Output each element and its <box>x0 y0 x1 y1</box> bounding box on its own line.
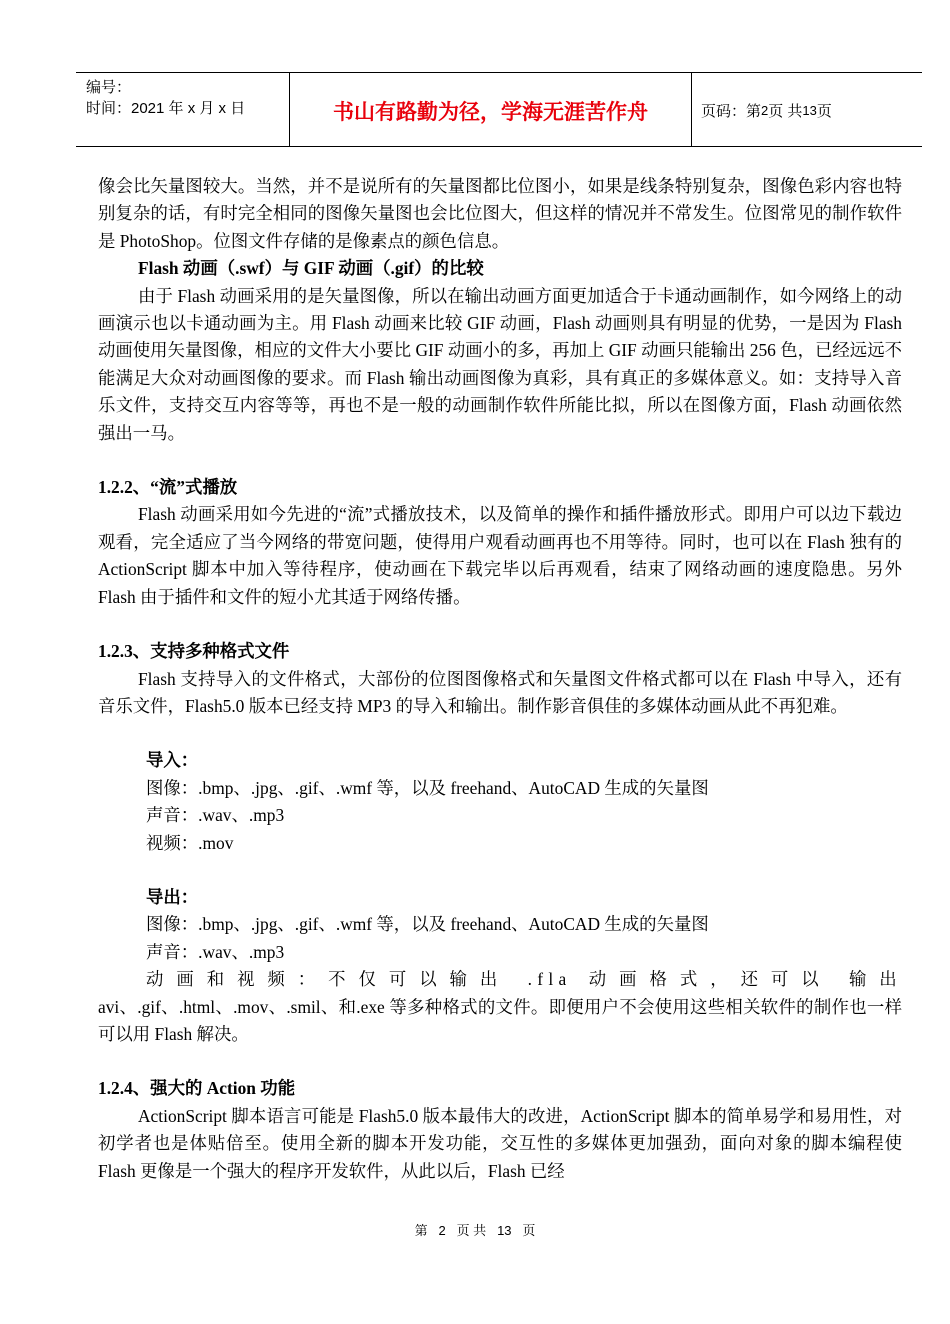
export-image-line: 图像：.bmp、.jpg、.gif、.wmf 等，以及 freehand、AutoCAD 生成的矢量图 <box>146 914 709 935</box>
export-av-line: 动画和视频：不仅可以输出 .fla 动画格式，还可以 输出 <box>146 969 902 990</box>
document-time-label: 时间：2021 年 x 月 x 日 <box>86 100 246 117</box>
section-heading-formats: 1.2.3、支持多种格式文件 <box>98 641 290 662</box>
section-heading-action: 1.2.4、强大的 Action 功能 <box>98 1078 296 1099</box>
export-label: 导出： <box>146 886 199 907</box>
import-label: 导入： <box>146 750 199 771</box>
paragraph-formats: Flash 支持导入的文件格式，大部份的位图图像格式和矢量图文件格式都可以在 Flash 中导入，还有音乐文件，Flash5.0 版本已经支持 MP3 的导入和输出。制作影音俱佳的多媒体动画从此不再犯难。 <box>98 668 902 716</box>
export-list <box>98 884 902 966</box>
page-footer <box>0 1220 950 1239</box>
footer-total: 13 <box>497 1223 512 1238</box>
export-av-continuation: avi、.gif、.html、.mov、.smil、和.exe 等多种格式的文件。即便用户不会使用这些相关软件的制作也一样可以用 Flash 解决。 <box>98 996 902 1044</box>
import-video-line: 视频：.mov <box>146 832 234 853</box>
header-page-end: 页 <box>816 103 832 120</box>
paragraph-action: ActionScript 脚本语言可能是 Flash5.0 版本最伟大的改进，ActionScript 脚本的简单易学和易用性，对初学者也是体贴倍至。使用全新的脚本开发功能，交互性的多媒体更加强劲，面向对象的脚本编程使 Flash 更像是一个强大的程序开发软件，从此以后，Flash 已经 <box>98 1105 902 1181</box>
heading-flash-vs-gif: Flash 动画（.swf）与 GIF 动画（.gif）的比较 <box>138 258 484 279</box>
import-sound-line: 声音：.wav、.mp3 <box>146 805 285 826</box>
footer-page-number: 2 <box>438 1223 446 1238</box>
header-page-mid: 页 共 <box>768 103 803 120</box>
import-image-line: 图像：.bmp、.jpg、.gif、.wmf 等，以及 freehand、AutoCAD 生成的矢量图 <box>146 777 709 798</box>
page-body <box>98 173 902 1185</box>
export-sound-line: 声音：.wav、.mp3 <box>146 941 285 962</box>
page-header <box>76 72 922 147</box>
footer-suffix: 页 <box>522 1223 536 1238</box>
section-heading-streaming: 1.2.2、“流”式播放 <box>98 477 238 498</box>
header-page-total: 13 <box>802 103 817 118</box>
paragraph-bitmap: 像会比矢量图较大。当然，并不是说所有的矢量图都比位图小，如果是线条特别复杂，图像色彩内容也特别复杂的话，有时完全相同的图像矢量图也会比位图大，但这样的情况并不常发生。位图常见的制作软件是 PhotoShop。位图文件存储的是像素点的颜色信息。 <box>98 176 902 251</box>
header-page-label: 页码：第 <box>701 103 762 120</box>
header-meta <box>76 73 290 146</box>
paragraph-streaming: Flash 动画采用如今先进的“流”式播放技术，以及简单的操作和插件播放形式。即用户可以边下载边观看，完全适应了当今网络的带宽问题，使得用户观看动画再也不用等待。同时，也可以在 Flash 独有的 ActionScript 脚本中加入等待程序，使动画在下载完毕以后再观看，结束了网络动画的速度隐患。另外 Flash 由于插件和文件的短小尤其适于网络传播。 <box>98 504 902 607</box>
footer-mid: 页 共 <box>456 1223 487 1238</box>
document-number-label: 编号： <box>86 79 132 96</box>
import-list <box>98 747 902 857</box>
header-page-info <box>692 73 922 146</box>
header-motto: 书山有路勤为径，学海无涯苦作舟 <box>290 73 692 146</box>
footer-prefix: 第 <box>414 1223 428 1238</box>
header-page-number: 2 <box>761 103 769 118</box>
paragraph-comparison: 由于 Flash 动画采用的是矢量图像，所以在输出动画方面更加适合于卡通动画制作，如今网络上的动画演示也以卡通动画为主。用 Flash 动画来比较 GIF 动画，Flash 动画则具有明显的优势，一是因为 Flash 动画使用矢量图像，相应的文件大小要比 GIF 动画小的多，再加上 GIF 动画只能输出 256 色，已经远远不能满足大众对动画图像的要求。而 Flash 输出动画图像为真彩，具有真正的多媒体意义。如：支持导入音乐文件，支持交互内容等等，再也不是一般的动画制作软件所能比拟，所以在图像方面，Flash 动画依然强出一马。 <box>98 285 902 443</box>
